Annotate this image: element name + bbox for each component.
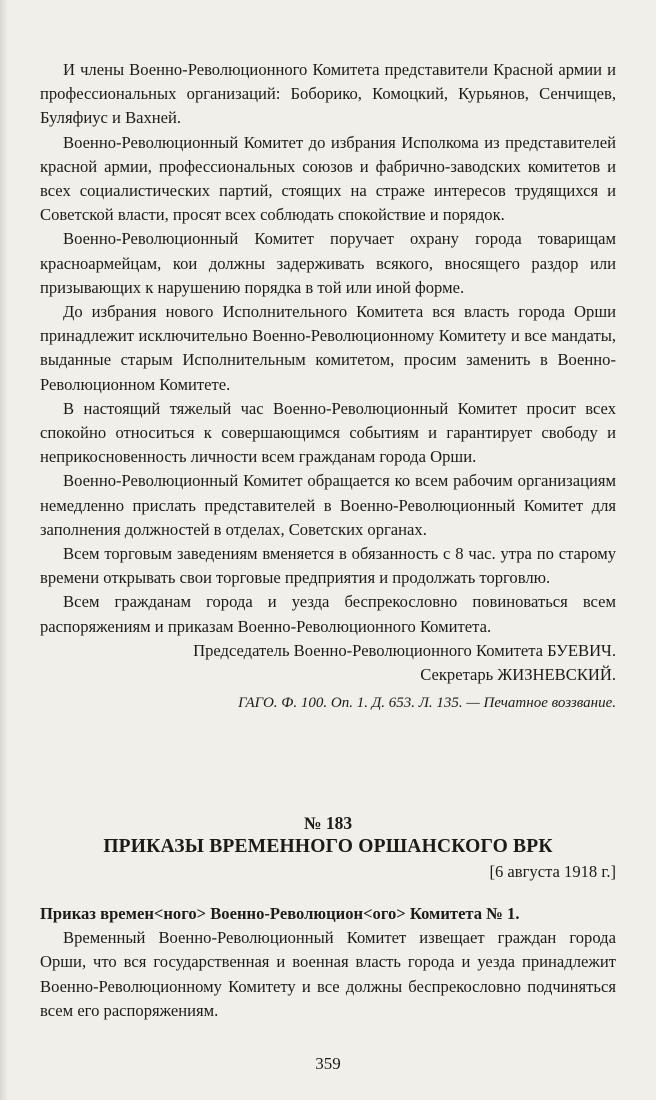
paragraph-guard: Военно-Революционный Комитет поручает охрану города товарищам красноармейцам, кои должны задерживать всякого, вносящего раздор или призывающих к нарушению порядка в той или иной форме. [40,229,616,297]
paragraph-calm: Военно-Революционный Комитет до избрания Исполкома из представителей красной армии, профессиональных союзов и фабрично-заводских комитетов и всех социалистических партий, стоящих на страже интересов трудящихся и Советской власти, просят всех соблюдать спокойствие и порядок. [40,132,616,225]
document-title: ПРИКАЗЫ ВРЕМЕННОГО ОРШАНСКОГО ВРК [103,836,553,857]
document-number: № 183 [303,813,353,833]
paragraph-members: И члены Военно-Революционного Комитета представители Красной армии и профессиональных организаций: Боборико, Комоцкий, Курьянов, Сенчищев, Буляфиус и Вахней. [40,60,616,128]
order-text: Временный Военно-Революционный Комитет извещает граждан города Орши, что вся государственная и военная власть города и уезда принадлежит Военно-Революционному Комитету и все должны беспрекословно подчиняться всем его распоряжениям. [40,928,616,1020]
paragraph-organizations: Военно-Революционный Комитет обращается ко всем рабочим организациям немедленно прислать представителей в Военно-Революционный Комитет для заполнения должностей в отделах, Советских органах. [40,471,616,539]
paragraph-power: До избрания нового Исполнительного Комитета вся власть города Орши принадлежит исключительно Военно-Революционному Комитету и все мандаты, выданные старым Исполнительным комитетом, просим заменить в Военно-Революционном Комитете. [40,302,616,394]
paragraph-trade: Всем торговым заведениям вменяется в обязанность с 8 час. утра по старому времени открывать свои торговые предприятия и продолжать торговлю. [40,544,616,588]
document-date: [6 августа 1918 г.] [489,862,616,881]
signature-chairman: Председатель Военно-Революционного Комитета БУЕВИЧ. [193,640,616,660]
document-183 [40,812,616,1023]
paragraph-obey: Всем гражданам города и уезда беспрекословно повиноваться всем распоряжениям и приказам Военно-Революционного Комитета. [40,592,616,636]
page-number: 359 [315,1054,341,1073]
order-heading: Приказ времен<ного> Военно-Революцион<ого> Комитета № 1. [40,904,520,923]
paragraph-freedom: В настоящий тяжелый час Военно-Революционный Комитет просит всех спокойно относиться к совершающимся событиям и гарантирует свободу и неприкосновенность личности всем гражданам города Орши. [40,398,616,467]
page-edge-shadow [0,0,8,1100]
archive-source-note: ГАГО. Ф. 100. Оп. 1. Д. 653. Л. 135. — Печатное воззвание. [238,695,616,712]
signature-secretary: Секретарь ЖИЗНЕВСКИЙ. [420,665,616,685]
proclamation-text [40,58,616,715]
